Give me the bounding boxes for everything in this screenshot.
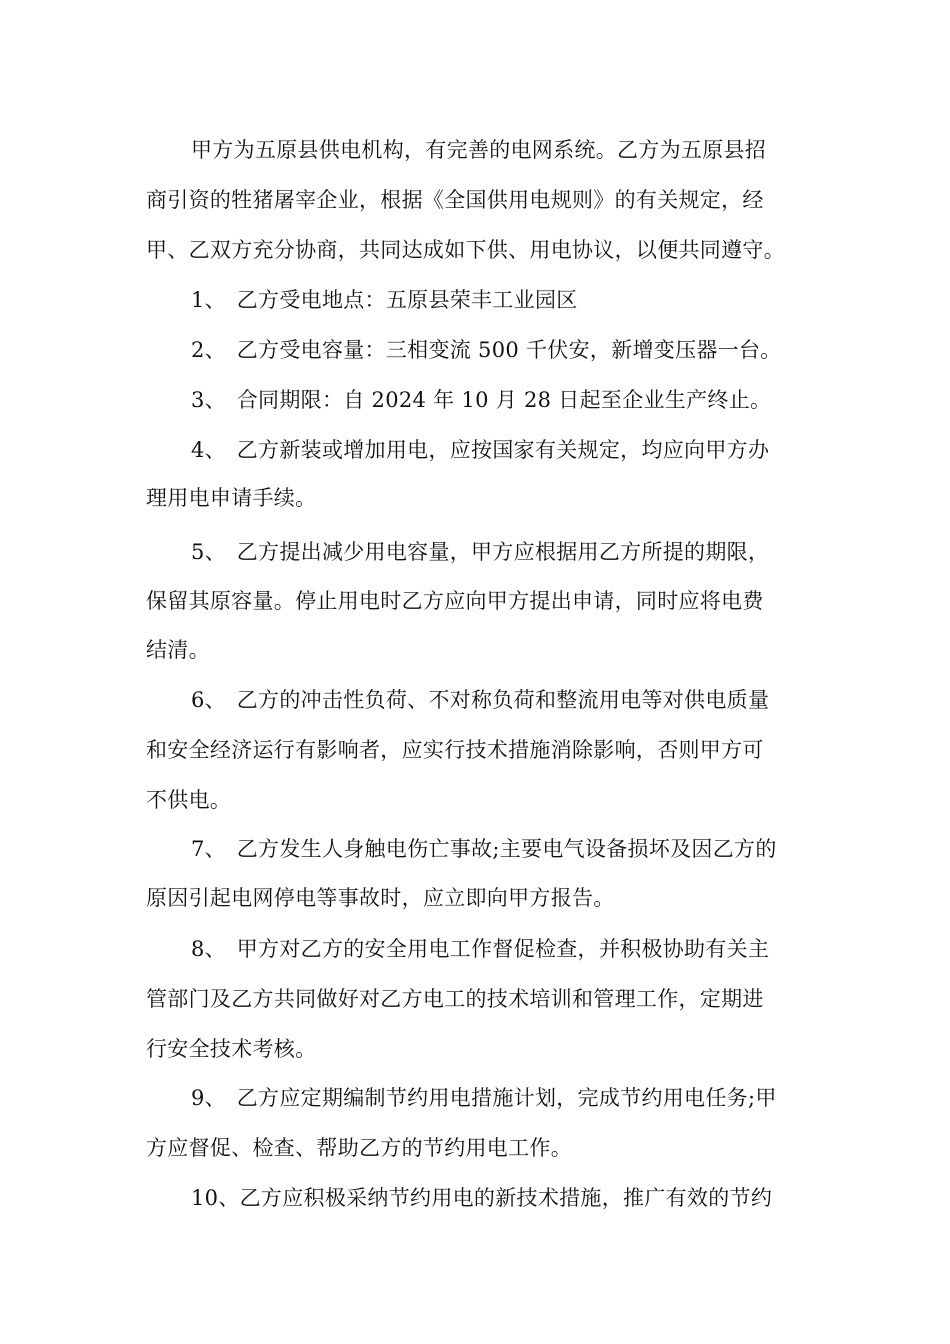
clause-line: 理用电申请手续。 [146,486,317,510]
clause-line: 行安全技术考核。 [146,1037,317,1061]
paragraph-line: 甲、乙双方充分协商，共同达成如下供、用电协议，以便共同遵守。 [146,238,785,262]
clause-line: 保留其原容量。停止用电时乙方应向甲方提出申请，同时应将电费 [146,589,764,613]
clause-line: 7、 乙方发生人身触电伤亡事故;主要电气设备损坏及因乙方的 [191,837,777,861]
clause-line: 10、乙方应积极采纳节约用电的新技术措施，推广有效的节约 [191,1186,773,1210]
clause-line: 和安全经济运行有影响者，应实行技术措施消除影响，否则甲方可 [146,738,764,762]
clause-line: 9、 乙方应定期编制节约用电措施计划，完成节约用电任务;甲 [191,1086,777,1110]
clause-line: 3、 合同期限：自 2024 年 10 月 28 日起至企业生产终止。 [191,388,772,412]
paragraph-line: 商引资的牲猪屠宰企业，根据《全国供用电规则》的有关规定，经 [146,188,764,212]
clause-line: 原因引起电网停电等事故时，应立即向甲方报告。 [146,886,615,910]
clause-line: 结清。 [146,638,210,662]
paragraph-line: 甲方为五原县供电机构，有完善的电网系统。乙方为五原县招 [191,138,767,162]
clause-line: 方应督促、检查、帮助乙方的节约用电工作。 [146,1136,572,1160]
clause-line: 2、 乙方受电容量：三相变流 500 千伏安，新增变压器一台。 [191,338,782,362]
clause-line: 4、 乙方新装或增加用电，应按国家有关规定，均应向甲方办 [191,438,770,462]
clause-line: 不供电。 [146,788,232,812]
clause-line: 5、 乙方提出减少用电容量，甲方应根据用乙方所提的期限， [191,540,770,564]
clause-line: 6、 乙方的冲击性负荷、不对称负荷和整流用电等对供电质量 [191,688,770,712]
clause-line: 1、 乙方受电地点：五原县荣丰工业园区 [191,288,578,312]
clause-line: 8、 甲方对乙方的安全用电工作督促检查，并积极协助有关主 [191,937,770,961]
clause-line: 管部门及乙方共同做好对乙方电工的技术培训和管理工作，定期进 [146,987,764,1011]
